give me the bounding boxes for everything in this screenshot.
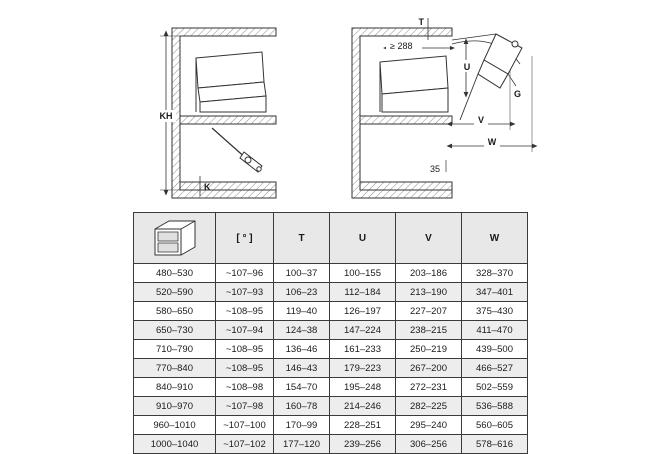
t-label: T	[418, 17, 424, 27]
cell-v: 238–215	[396, 321, 462, 340]
header-cell-t: T	[274, 213, 330, 264]
table-row	[134, 283, 528, 302]
header-cell-size	[134, 213, 216, 264]
specification-table	[133, 212, 528, 454]
cell-u: 214–246	[330, 397, 396, 416]
cell-angle: ~108–95	[216, 359, 274, 378]
cell-w: 560–605	[462, 416, 528, 435]
table-row	[134, 340, 528, 359]
cell-t: 119–40	[274, 302, 330, 321]
header-cell-v: V	[396, 213, 462, 264]
cell-u: 195–248	[330, 378, 396, 397]
table-row	[134, 359, 528, 378]
kh-label: KH	[159, 111, 173, 121]
cell-size: 480–530	[134, 264, 216, 283]
cell-size: 1000–1040	[134, 435, 216, 454]
cell-angle: ~107–94	[216, 321, 274, 340]
cell-t: 160–78	[274, 397, 330, 416]
cell-w: 466–527	[462, 359, 528, 378]
cell-size: 910–970	[134, 397, 216, 416]
cell-u: 126–197	[330, 302, 396, 321]
table-row	[134, 302, 528, 321]
cell-w: 578–616	[462, 435, 528, 454]
table-row	[134, 378, 528, 397]
cell-v: 282–225	[396, 397, 462, 416]
technical-drawing	[0, 0, 660, 205]
w-label: W	[487, 137, 497, 147]
table-row	[134, 416, 528, 435]
cabinet-shelf	[180, 116, 276, 124]
cell-angle: ~107–98	[216, 397, 274, 416]
cell-size: 710–790	[134, 340, 216, 359]
cell-w: 502–559	[462, 378, 528, 397]
dim-35-label: 35	[429, 164, 440, 174]
cabinet-base	[180, 182, 276, 190]
v-label: V	[477, 115, 485, 125]
table-row	[134, 435, 528, 454]
cell-t: 177–120	[274, 435, 330, 454]
flap-pivot-icon	[512, 41, 518, 47]
cell-t: 136–46	[274, 340, 330, 359]
cell-v: 227–207	[396, 302, 462, 321]
cell-v: 306–256	[396, 435, 462, 454]
cell-size: 960–1010	[134, 416, 216, 435]
k-label: K	[204, 182, 211, 192]
cell-u: 161–233	[330, 340, 396, 359]
flap-front-panel-right	[380, 56, 448, 94]
table-row	[134, 264, 528, 283]
right-cabinet-view	[352, 17, 532, 198]
cell-u: 100–155	[330, 264, 396, 283]
pivot-point	[245, 157, 251, 163]
cell-t: 154–70	[274, 378, 330, 397]
cell-v: 295–240	[396, 416, 462, 435]
cell-size: 650–730	[134, 321, 216, 340]
cell-u: 228–251	[330, 416, 396, 435]
table-row	[134, 397, 528, 416]
cell-angle: ~107–102	[216, 435, 274, 454]
cell-w: 439–500	[462, 340, 528, 359]
cell-w: 536–588	[462, 397, 528, 416]
cell-angle: ~107–93	[216, 283, 274, 302]
cell-angle: ~108–98	[216, 378, 274, 397]
cabinet-base-right	[360, 182, 452, 190]
cell-w: 328–370	[462, 264, 528, 283]
cell-v: 203–186	[396, 264, 462, 283]
cell-angle: ~107–96	[216, 264, 274, 283]
u-label: U	[463, 62, 471, 72]
cell-v: 272–231	[396, 378, 462, 397]
cell-w: 375–430	[462, 302, 528, 321]
cell-size: 840–910	[134, 378, 216, 397]
g-label: G	[514, 89, 522, 99]
cell-t: 100–37	[274, 264, 330, 283]
cell-u: 147–224	[330, 321, 396, 340]
cell-angle: ~107–100	[216, 416, 274, 435]
angle-label: ≥ 288	[390, 41, 413, 51]
left-cabinet-view	[156, 28, 276, 198]
cell-u: 179–223	[330, 359, 396, 378]
cell-t: 170–99	[274, 416, 330, 435]
cabinet-icon	[149, 217, 201, 257]
cell-angle: ~108–95	[216, 302, 274, 321]
drawing-svg	[0, 0, 660, 205]
cell-u: 239–256	[330, 435, 396, 454]
cell-t: 124–38	[274, 321, 330, 340]
cell-size: 580–650	[134, 302, 216, 321]
cell-angle: ~108–95	[216, 340, 274, 359]
linkage-line	[452, 34, 496, 40]
cell-v: 267–200	[396, 359, 462, 378]
cell-v: 213–190	[396, 283, 462, 302]
table-body	[134, 264, 528, 454]
cabinet-shelf-right	[360, 116, 452, 124]
specification-table-wrapper	[133, 212, 527, 454]
header-cell-w: W	[462, 213, 528, 264]
table-header	[134, 213, 528, 264]
cell-w: 347–401	[462, 283, 528, 302]
header-cell-angle: [ ° ]	[216, 213, 274, 264]
cell-size: 520–590	[134, 283, 216, 302]
cell-t: 106–23	[274, 283, 330, 302]
cell-t: 146–43	[274, 359, 330, 378]
header-cell-u: U	[330, 213, 396, 264]
cell-u: 112–184	[330, 283, 396, 302]
cell-v: 250–219	[396, 340, 462, 359]
cell-size: 770–840	[134, 359, 216, 378]
cell-w: 411–470	[462, 321, 528, 340]
pivot-point-2	[257, 167, 261, 171]
table-header-row	[134, 213, 528, 264]
table-row	[134, 321, 528, 340]
